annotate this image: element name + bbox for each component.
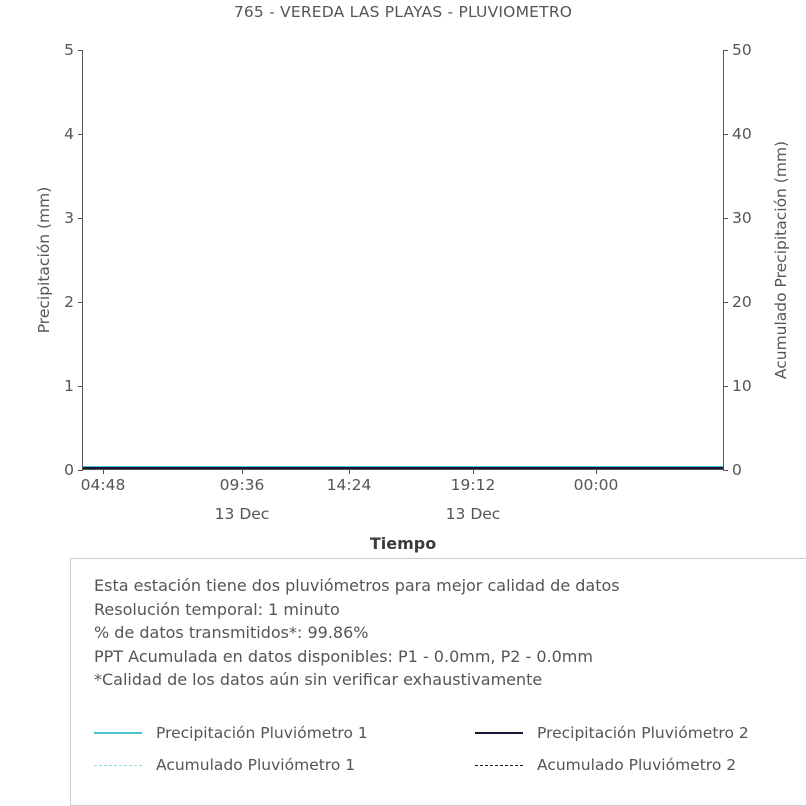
xtick-sublabel-13dec-a: 13 Dec	[214, 505, 270, 523]
series-precipitacion-pluviometro-2	[83, 467, 723, 469]
legend-row-1	[94, 724, 794, 756]
xtick-mark	[103, 469, 104, 474]
info-line-5: *Calidad de los datos aún sin verificar exhaustivamente	[94, 670, 543, 689]
xtick-sublabel-13dec-b: 13 Dec	[445, 505, 501, 523]
legend-item-acumulado-pluviometro-1[interactable]	[94, 756, 355, 774]
legend-item-precipitacion-pluviometro-1[interactable]	[94, 724, 368, 742]
legend-item-precipitacion-pluviometro-2[interactable]	[475, 724, 749, 742]
legend-label: Acumulado Pluviómetro 2	[537, 756, 737, 774]
chart-title: 765 - VEREDA LAS PLAYAS - PLUVIOMETRO	[233, 3, 573, 21]
xtick-mark	[242, 469, 243, 474]
chart-legend	[94, 724, 794, 788]
info-line-1: Esta estación tiene dos pluviómetros para mejor calidad de datos	[94, 576, 620, 595]
info-legend-box	[70, 558, 806, 806]
legend-swatch-dashed-dark-icon	[475, 765, 523, 766]
legend-item-acumulado-pluviometro-2[interactable]	[475, 756, 736, 774]
xtick-mark	[596, 469, 597, 474]
plot-area: 0 1 2 3 4 5 0 10 20 30 40 50 04:48 09:36 13 Dec 14:24 19:12 13 Dec 00:00	[64, 41, 752, 523]
legend-label: Precipitación Pluviómetro 1	[156, 724, 368, 742]
xtick-mark	[473, 469, 474, 474]
legend-swatch-solid-dark-icon	[475, 732, 523, 734]
y-axis-label-right: Acumulado Precipitación (mm)	[772, 140, 790, 380]
y-axis-label-left: Precipitación (mm)	[35, 186, 53, 334]
x-axis-label: Tiempo	[369, 534, 437, 553]
info-line-2: Resolución temporal: 1 minuto	[94, 599, 340, 619]
legend-label: Acumulado Pluviómetro 1	[156, 756, 356, 774]
legend-row-2	[94, 756, 794, 788]
info-line-3: % de datos transmitidos*: 99.86%	[94, 623, 369, 642]
info-line-4: PPT Acumulada en datos disponibles: P1 - 0.0mm, P2 - 0.0mm	[94, 646, 593, 666]
info-text-block	[94, 574, 620, 692]
legend-swatch-solid-cyan-icon	[94, 732, 142, 734]
legend-label: Precipitación Pluviómetro 2	[537, 724, 749, 742]
legend-swatch-dashed-lightcyan-icon	[94, 765, 142, 766]
xtick-mark	[349, 469, 350, 474]
